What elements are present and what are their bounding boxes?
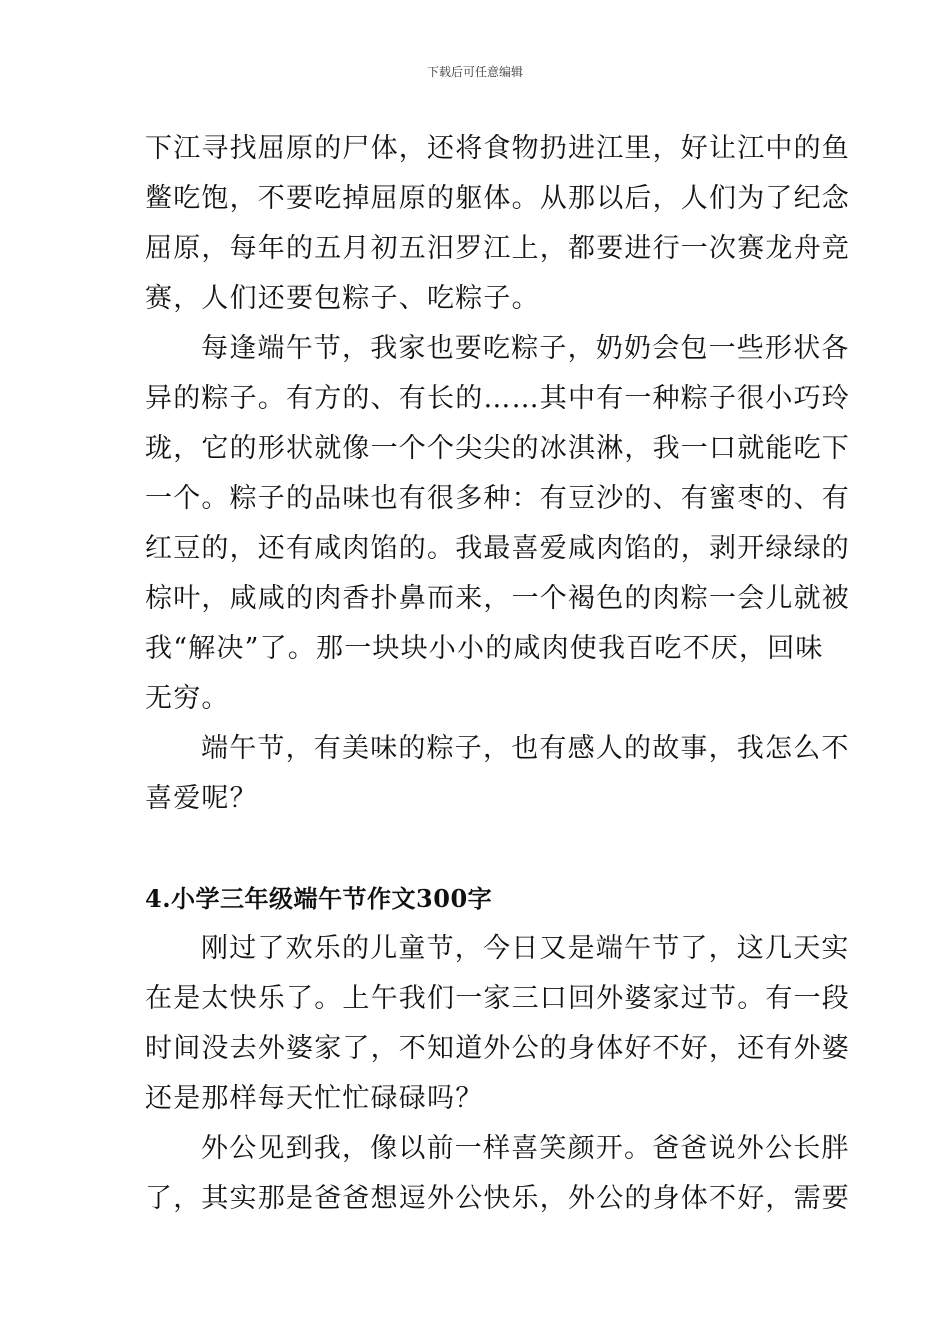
paragraph-line: 时间没去外婆家了，不知道外公的身体好不好，还有外婆 <box>145 1033 850 1064</box>
paragraph-line: 喜爱呢？ <box>145 783 258 814</box>
paragraph-line: 了，其实那是爸爸想逗外公快乐，外公的身体不好，需要 <box>145 1183 850 1214</box>
paragraph-line: 每逢端午节，我家也要吃粽子，奶奶会包一些形状各 <box>201 333 850 364</box>
paragraph-line: 屈原，每年的五月初五汨罗江上，都要进行一次赛龙舟竞 <box>145 233 850 264</box>
paragraph <box>145 924 850 1124</box>
paragraph-line: 无穷。 <box>145 683 230 714</box>
section-gap <box>145 824 810 874</box>
paragraph <box>145 1124 850 1224</box>
article-paragraphs-bottom <box>145 924 850 1224</box>
paragraph-line: 外公见到我，像以前一样喜笑颜开。爸爸说外公长胖 <box>201 1133 850 1164</box>
paragraph-line: 珑，它的形状就像一个个尖尖的冰淇淋，我一口就能吃下 <box>145 433 850 464</box>
paragraph-line: 赛，人们还要包粽子、吃粽子。 <box>145 283 540 314</box>
paragraph <box>145 324 850 724</box>
section-title: 4.小学三年级端午节作文300字 <box>145 884 493 913</box>
paragraph-line: 端午节，有美味的粽子，也有感人的故事，我怎么不 <box>201 733 850 764</box>
paragraph-line: 一个。粽子的品味也有很多种：有豆沙的、有蜜枣的、有 <box>145 483 850 514</box>
paragraph-line: 棕叶，咸咸的肉香扑鼻而来，一个褐色的肉粽一会儿就被 <box>145 583 850 614</box>
paragraph-line: 下江寻找屈原的尸体，还将食物扔进江里，好让江中的鱼 <box>145 133 850 164</box>
paragraph-line: 红豆的，还有咸肉馅的。我最喜爱咸肉馅的，剥开绿绿的 <box>145 533 850 564</box>
paragraph-line: 异的粽子。有方的、有长的……其中有一种粽子很小巧玲 <box>145 383 850 414</box>
document-body <box>145 124 850 1224</box>
paragraph <box>145 724 850 824</box>
article-paragraphs-top <box>145 124 850 824</box>
paragraph-line: 鳖吃饱，不要吃掉屈原的躯体。从那以后，人们为了纪念 <box>145 183 850 214</box>
paragraph-line: 我“解决”了。那一块块小小的咸肉使我百吃不厌，回味 <box>145 633 824 664</box>
paragraph-line: 在是太快乐了。上午我们一家三口回外婆家过节。有一段 <box>145 983 850 1014</box>
paragraph-line: 刚过了欢乐的儿童节，今日又是端午节了，这几天实 <box>201 933 850 964</box>
page-header: 下载后可任意编辑 <box>426 65 523 79</box>
paragraph <box>145 124 850 324</box>
paragraph-line: 还是那样每天忙忙碌碌吗？ <box>145 1083 484 1114</box>
